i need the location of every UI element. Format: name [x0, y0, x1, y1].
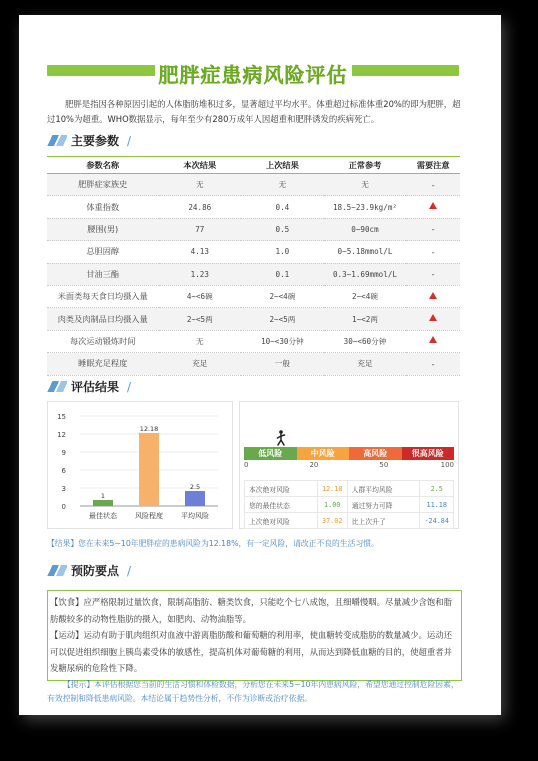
bar: [185, 491, 205, 506]
param-name-cell: 肉类及肉制品日均摄入量: [47, 308, 159, 330]
table-row: [47, 308, 460, 330]
note-cell: [406, 196, 460, 218]
risk-tick-label: 100: [440, 461, 454, 469]
param-name-cell: 每次运动锻炼时间: [47, 330, 159, 352]
column-header: 上次结果: [266, 159, 299, 170]
section-title: 评估结果: [71, 380, 120, 394]
table-row: [47, 353, 460, 375]
table-row: [47, 263, 460, 285]
value-cell: 无: [159, 330, 242, 352]
value-cell: 18.5~23.9kg/m²: [324, 196, 407, 218]
bar-value-label: 12.18: [139, 424, 159, 433]
category-label: 风险程度: [135, 512, 163, 520]
value-cell: -: [406, 174, 460, 196]
note-cell: [406, 330, 460, 352]
bar-value-label: 1: [100, 492, 106, 500]
y-tick-label: 3: [61, 485, 66, 493]
risk-value: 37.02: [317, 513, 347, 529]
tip-note: 【提示】本评估根据您当前的生活习惯和体检数据，分析您在未来5~10年内患病风险，希望您通过控制危险因素，有效控制和降低患病风险。本结论属于趋势性分析，不作为诊断或治疗依据。: [47, 680, 459, 703]
risk-label: 人群平均风险: [347, 481, 420, 497]
title-banner: [47, 59, 459, 85]
slash-mark: /: [127, 380, 132, 394]
column-header: 参数名称: [86, 159, 120, 170]
slash-mark: /: [127, 564, 132, 578]
risk-value: 11.18: [420, 497, 454, 513]
section-heading-params: [47, 131, 462, 151]
risk-level-scale: [244, 447, 454, 460]
value-cell: 77: [159, 218, 242, 240]
param-name-cell: 睡眠充足程度: [47, 353, 159, 375]
value-cell: 1.0: [241, 241, 324, 263]
risk-tick-label: 50: [379, 461, 389, 469]
value-cell: 无: [241, 174, 324, 196]
parameters-table: [47, 156, 460, 376]
section-title: 预防要点: [71, 564, 120, 578]
section-heading-results: [47, 377, 462, 397]
warning-triangle-icon: [429, 292, 437, 299]
risk-level-segment: 很高风险: [402, 447, 455, 460]
table-row: [47, 218, 460, 240]
note-cell: [406, 308, 460, 330]
value-cell: 24.86: [159, 196, 242, 218]
bar-value-label: 2.5: [189, 483, 201, 491]
value-cell: 4.13: [159, 241, 242, 263]
value-cell: -: [406, 241, 460, 263]
value-cell: 30~<60分钟: [324, 330, 407, 352]
value-cell: 1~<2两: [324, 308, 407, 330]
y-tick-label: 6: [61, 467, 66, 475]
prevention-box: [47, 590, 462, 681]
slash-decoration-icon: [47, 565, 67, 576]
table-row: [47, 196, 460, 218]
slash-mark: /: [127, 134, 132, 148]
value-cell: 0.1: [241, 263, 324, 285]
value-cell: 0.5: [241, 218, 324, 240]
slash-decoration-icon: [47, 381, 67, 392]
param-name-cell: 甘油三酯: [47, 263, 159, 285]
value-cell: 0~90cm: [324, 218, 407, 240]
y-tick-label: 12: [57, 431, 66, 439]
report-page: [19, 15, 501, 715]
warning-triangle-icon: [429, 202, 437, 209]
risk-scale-ticks: [244, 461, 454, 471]
risk-values-table: [244, 480, 454, 529]
risk-row: [245, 497, 454, 513]
y-tick-label: 0: [61, 503, 66, 511]
prevention-diet: 【饮食】应严格限制过量饮食，限制高脂肪、糖类饮食，只能吃个七八成饱，且细嚼慢咽。尽量减少含饱和脂肪酸较多的动物性脂肪的摄入，如肥肉、动物油脂等。: [50, 597, 452, 624]
risk-bar-chart-panel: [47, 401, 233, 529]
intro-paragraph: 肥胖是指因各种原因引起的人体脂肪堆积过多，显著超过平均水平。体重超过标准体重20%的即为肥胖，超过10%为超重。WHO数据显示，每年至少有280万成年人因超重和肥胖诱发的疾病死亡。: [47, 99, 461, 124]
risk-level-segment: 中风险: [297, 447, 350, 460]
table-row: [47, 285, 460, 307]
value-cell: 0.3~1.69mmol/L: [324, 263, 407, 285]
risk-value: 1.00: [317, 497, 347, 513]
category-label: 最佳状态: [89, 512, 117, 520]
value-cell: 0~5.18mmol/L: [324, 241, 407, 263]
risk-bar-chart: [48, 402, 234, 530]
value-cell: 无: [324, 174, 407, 196]
param-name-cell: 体重指数: [47, 196, 159, 218]
risk-label: 比上次升了: [347, 513, 420, 529]
column-header: 正常参考: [348, 159, 382, 170]
result-summary: 【结果】您在未来5~10年肥胖症的患病风险为12.18%，有一定风险，请改正不良的生活习惯。: [47, 539, 379, 548]
value-cell: 2~<4碗: [324, 285, 407, 307]
bar: [93, 500, 113, 506]
warning-triangle-icon: [429, 314, 437, 321]
risk-level-panel: [239, 401, 459, 529]
table-body: [47, 174, 460, 376]
value-cell: -: [406, 218, 460, 240]
value-cell: 1.23: [159, 263, 242, 285]
value-cell: 10~<30分钟: [241, 330, 324, 352]
risk-level-segment: 低风险: [244, 447, 297, 460]
bar: [139, 433, 159, 506]
param-name-cell: 肥胖症家族史: [47, 174, 159, 196]
column-header: 本次结果: [183, 159, 217, 170]
value-cell: 无: [159, 174, 242, 196]
risk-tick-label: 20: [309, 461, 319, 469]
column-header: 需要注意: [416, 159, 450, 170]
risk-label: 您的最佳状态: [245, 497, 318, 513]
param-name-cell: 米面类每天食日均摄入量: [47, 285, 159, 307]
risk-value: 2.5: [420, 481, 454, 497]
y-tick-label: 9: [61, 449, 66, 457]
table-row: [47, 174, 460, 196]
table-row: [47, 241, 460, 263]
value-cell: 充足: [159, 353, 242, 375]
risk-tick-label: 0: [244, 461, 249, 469]
value-cell: 4~<6碗: [159, 285, 242, 307]
value-cell: -: [406, 263, 460, 285]
risk-row: [245, 513, 454, 529]
value-cell: 2~<4碗: [241, 285, 324, 307]
param-name-cell: 总胆固醇: [47, 241, 159, 263]
value-cell: 充足: [324, 353, 407, 375]
prevention-exercise: 【运动】运动有助于肌肉组织对血液中游离脂肪酸和葡萄糖的利用率，使血糖转变成脂肪的数量减少。运动还可以促进组织细胞上胰岛素受体的敏感性，提高机体对葡萄糖的利用，从而达到降低血糖的目的，使超重者并发糖尿病的危险性下降。: [50, 630, 452, 673]
table-row: [47, 330, 460, 352]
risk-row: [245, 481, 454, 497]
table-header-row: [47, 157, 460, 174]
slash-decoration-icon: [47, 135, 67, 146]
value-cell: 0.4: [241, 196, 324, 218]
risk-value: -24.84: [420, 513, 454, 529]
risk-label: 本次绝对风险: [245, 481, 318, 497]
risk-level-segment: 高风险: [349, 447, 402, 460]
page-title: 肥胖症患病风险评估: [155, 63, 352, 87]
y-tick-label: 15: [57, 413, 66, 421]
value-cell: 2~<5两: [159, 308, 242, 330]
value-cell: -: [406, 353, 460, 375]
risk-label: 上次绝对风险: [245, 513, 318, 529]
person-marker-icon: [276, 430, 286, 446]
risk-value: 12.18: [317, 481, 347, 497]
category-label: 平均风险: [181, 512, 209, 520]
param-name-cell: 腰围(男): [47, 218, 159, 240]
section-title: 主要参数: [71, 134, 120, 148]
note-cell: [406, 285, 460, 307]
section-heading-prevention: [47, 561, 462, 581]
value-cell: 2~<5两: [241, 308, 324, 330]
warning-triangle-icon: [429, 336, 437, 343]
value-cell: 一般: [241, 353, 324, 375]
risk-label: 通过努力可降: [347, 497, 420, 513]
